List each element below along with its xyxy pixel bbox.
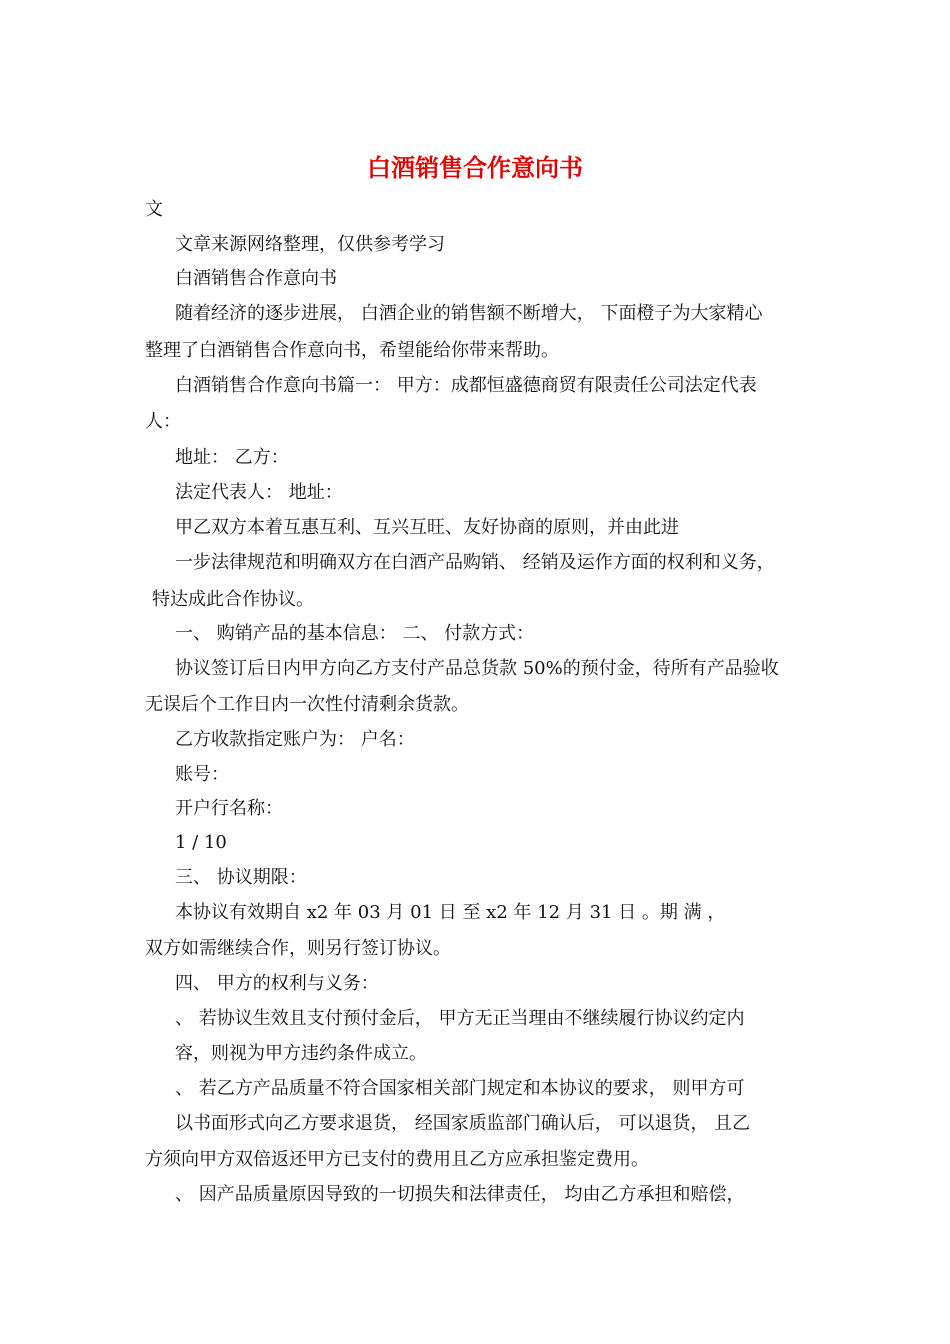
text-line: 整理了白酒销售合作意向书，希望能给你带来帮助。	[145, 340, 559, 361]
text-line: 、 因产品质量原因导致的一切损失和法律责任， 均由乙方承担和赔偿，	[175, 1184, 745, 1205]
text-line: 一、 购销产品的基本信息： 二、 付款方式：	[175, 623, 535, 644]
text-line: 特达成此合作协议。	[152, 589, 314, 610]
text-line: 无误后个工作日内一次性付清剩余货款。	[145, 694, 469, 715]
text-line: 、 若乙方产品质量不符合国家相关部门规定和本协议的要求， 则甲方可	[175, 1078, 745, 1099]
text-line: 文章来源网络整理，仅供参考学习	[175, 234, 445, 255]
text-line: 地址： 乙方：	[175, 447, 289, 468]
text-line: 三、 协议期限：	[175, 867, 307, 888]
text-line: 容，则视为甲方违约条件成立。	[175, 1043, 427, 1064]
text-line: 乙方收款指定账户为： 户名：	[175, 729, 415, 750]
text-line: 协议签订后日内甲方向乙方支付产品总货款 50%的预付金，待所有产品验收	[175, 658, 779, 679]
text-line: 白酒销售合作意向书	[175, 268, 337, 289]
text-line: 四、 甲方的权利与义务：	[175, 973, 379, 994]
page-number: 1 / 10	[175, 832, 227, 853]
text-line: 随着经济的逐步进展， 白酒企业的销售额不断增大， 下面橙子为大家精心	[175, 303, 763, 324]
text-line: 方须向甲方双倍返还甲方已支付的费用且乙方应承担鉴定费用。	[145, 1149, 649, 1170]
text-line: 双方如需继续合作，则另行签订协议。	[145, 938, 451, 959]
text-line: 甲乙双方本着互惠互利、互兴互旺、友好协商的原则，并由此进	[175, 517, 679, 538]
document-title: 白酒销售合作意向书	[367, 153, 583, 182]
text-line: 本协议有效期自 x2 年 03 月 01 日 至 x2 年 12 月 31 日 。期 满 ，	[175, 902, 726, 923]
text-line: 、 若协议生效且支付预付金后， 甲方无正当理由不继续履行协议约定内	[175, 1008, 745, 1029]
text-line: 白酒销售合作意向书篇一： 甲方：成都恒盛德商贸有限责任公司法定代表	[175, 375, 757, 396]
text-line: 以书面形式向乙方要求退货， 经国家质监部门确认后， 可以退货， 且乙	[175, 1113, 751, 1134]
text-line: 文	[145, 199, 163, 220]
text-line: 一步法律规范和明确双方在白酒产品购销、 经销及运作方面的权利和义务，	[175, 552, 775, 573]
text-line: 人：	[145, 411, 181, 432]
text-line: 法定代表人： 地址：	[175, 482, 343, 503]
text-line: 账号：	[175, 764, 229, 785]
text-line: 开户行名称：	[175, 798, 283, 819]
